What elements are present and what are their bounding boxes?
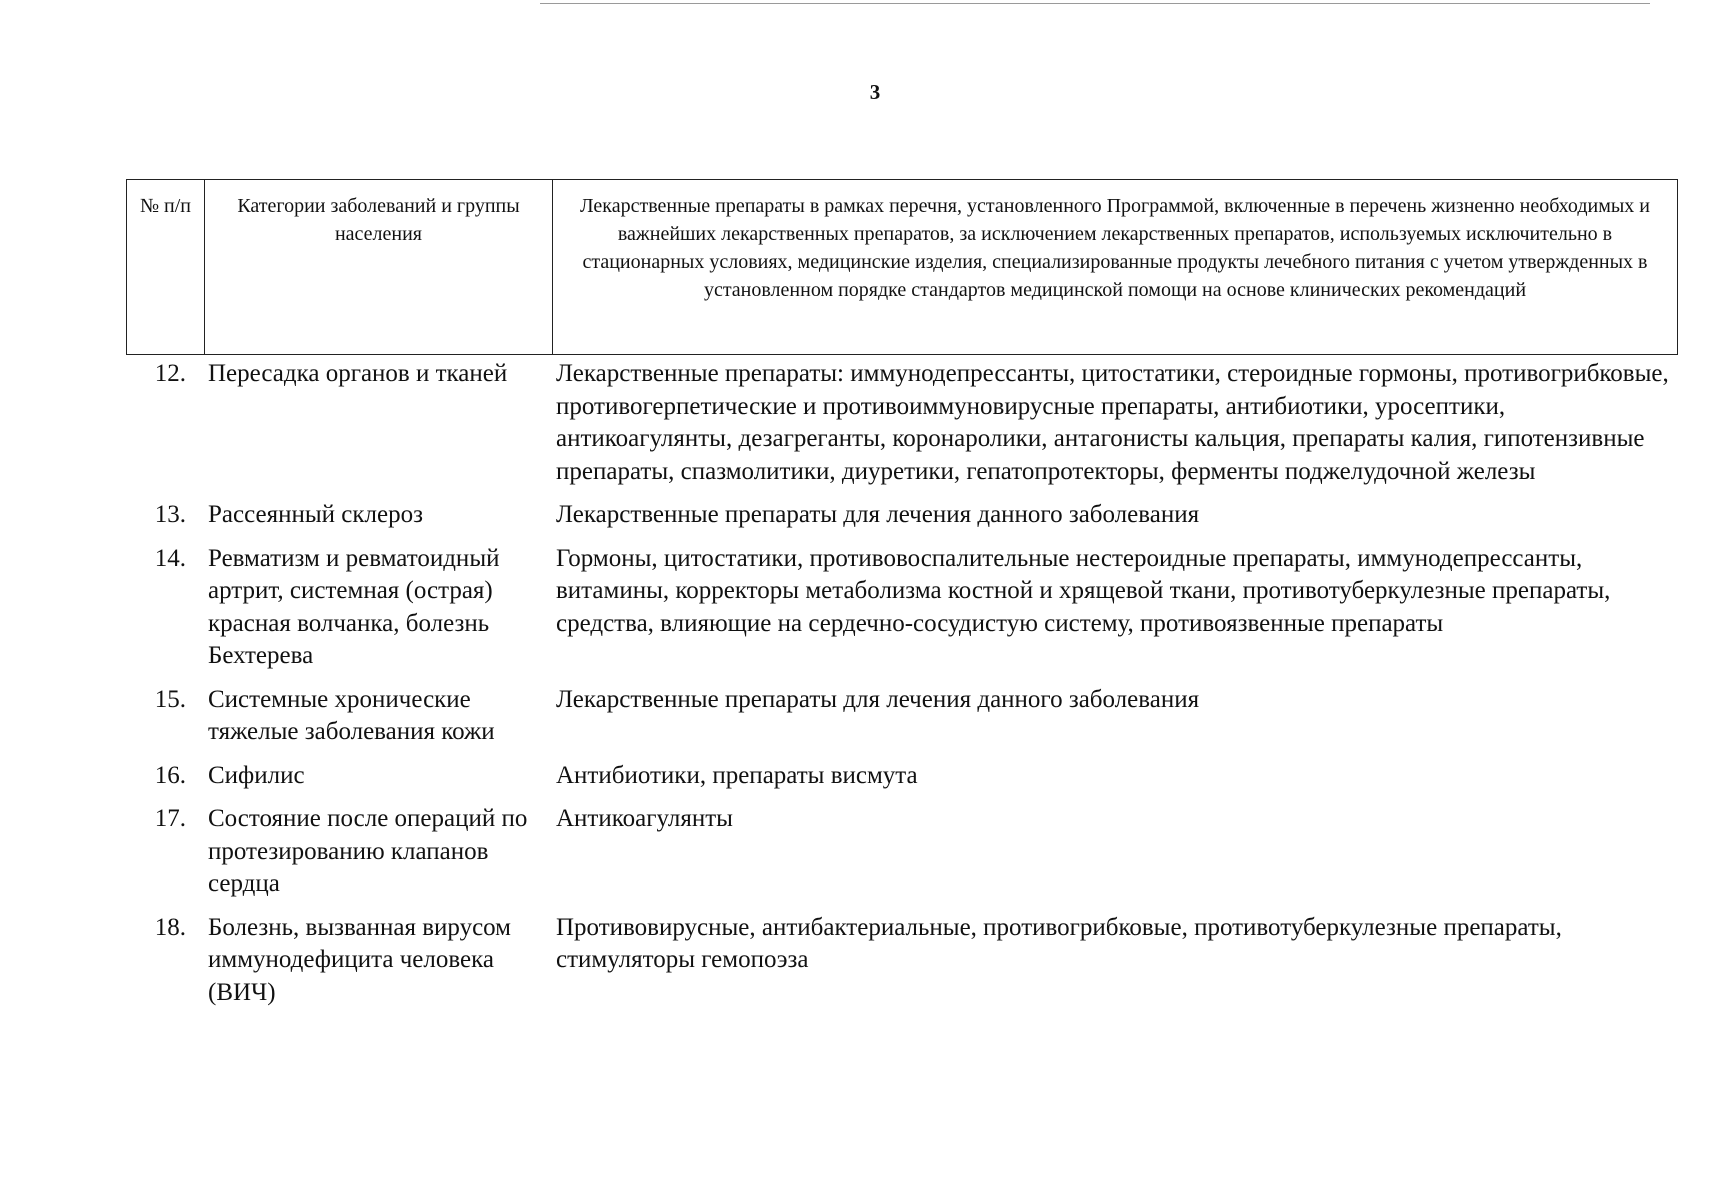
row-number: 12.: [154, 360, 186, 387]
table-header: [126, 179, 1678, 355]
row-number: 13.: [154, 501, 186, 528]
row-drugs: Антибиотики, препараты висмута: [556, 761, 918, 789]
row-category: Сифилис: [208, 761, 305, 789]
table-row: [126, 358, 1678, 488]
row-number: 18.: [154, 913, 186, 941]
header-category-column: Категории заболеваний и группы населения: [205, 180, 553, 354]
row-drugs: Лекарственные препараты для лечения данного заболевания: [556, 685, 1200, 713]
row-drugs: Антикоагулянты: [556, 805, 733, 832]
row-number: 17.: [154, 805, 186, 832]
row-category: Системные хронические тяжелые заболевания кожи: [208, 685, 495, 745]
row-category: Болезнь, вызванная вирусом иммунодефицита человека (ВИЧ): [208, 913, 512, 1006]
row-category: Пересадка органов и тканей: [208, 360, 508, 387]
table-row: [126, 499, 1678, 532]
table-body: [126, 358, 1678, 1020]
row-category: Ревматизм и ревматоидный артрит, системная (острая) красная волчанка, болезнь Бехтерева: [208, 544, 500, 669]
row-drugs: Гормоны, цитостатики, противовоспалительные нестероидные препараты, иммунодепрессанты, витамины, корректоры метаболизма костной и хрящевой ткани, противотуберкулезные препараты, средства, влияющие на сердечно-сосудистую систему, противоязвенные препараты: [556, 544, 1611, 637]
row-number: 16.: [154, 761, 186, 789]
row-number: 15.: [154, 685, 186, 713]
row-number: 14.: [154, 544, 186, 572]
row-drugs: Лекарственные препараты: иммунодепрессанты, цитостатики, стероидные гормоны, противогрибковые, противогерпетические и противоиммуновирусные препараты, антибиотики, уросептики, антикоагулянты, дезагреганты, коронаролики, антагонисты кальция, препараты калия, гипотензивные препараты, спазмолитики, диуретики, гепатопротекторы, ферменты поджелудочной железы: [556, 360, 1669, 485]
row-drugs: Противовирусные, антибактериальные, противогрибковые, противотуберкулезные препараты, стимуляторы гемопоэза: [556, 913, 1562, 973]
top-scan-rule: [540, 3, 1650, 4]
table-row: [126, 760, 1678, 793]
row-category: Состояние после операций по протезированию клапанов сердца: [208, 805, 528, 897]
page-number: 3: [869, 80, 881, 104]
header-drugs-column: Лекарственные препараты в рамках перечня, установленного Программой, включенные в перечень жизненно необходимых и важнейших лекарственных препаратов, за исключением лекарственных препаратов, используемых исключительно в стационарных условиях, медицинские изделия, специализированные продукты лечебного питания с учетом утвержденных в установленном порядке стандартов медицинской помощи на основе клинических рекомендаций: [579, 195, 1651, 301]
table-row: [126, 912, 1678, 1010]
header-number-column: № п/п: [127, 180, 205, 354]
row-drugs: Лекарственные препараты для лечения данного заболевания: [556, 501, 1200, 528]
table-row: [126, 803, 1678, 901]
table-row: [126, 543, 1678, 673]
table-row: [126, 684, 1678, 749]
row-category: Рассеянный склероз: [208, 501, 423, 528]
